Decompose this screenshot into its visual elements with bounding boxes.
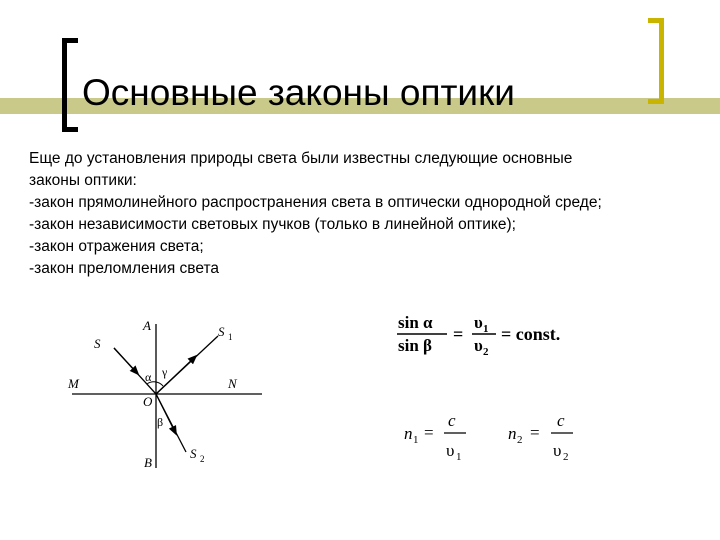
- label-s: S: [94, 336, 101, 351]
- sin-beta: sin β: [398, 336, 432, 355]
- n2-formula: [508, 411, 573, 463]
- label-beta: β: [157, 415, 164, 429]
- label-m: M: [68, 376, 79, 391]
- n1-v-sub: 1: [456, 451, 462, 463]
- incident-arrowhead: [114, 348, 138, 374]
- v1: υ: [474, 313, 483, 332]
- n1-v: υ: [446, 441, 455, 460]
- label-s2-sub: 2: [200, 454, 205, 464]
- label-alpha: α: [145, 370, 152, 384]
- label-o: O: [143, 394, 153, 409]
- n1-c: c: [448, 411, 456, 430]
- body-line: Еще до установления природы света были известны следующие основные: [29, 150, 573, 167]
- n1-equals: =: [424, 423, 434, 442]
- label-s2: S: [190, 446, 197, 461]
- label-s1: S: [218, 324, 225, 339]
- v2-sub: 2: [483, 346, 489, 358]
- body-line: -закон отражения света;: [29, 238, 204, 255]
- n1-formula: [404, 411, 466, 463]
- n1: n: [404, 424, 413, 443]
- n2-equals: =: [530, 423, 540, 442]
- v2: υ: [474, 336, 483, 355]
- n2-c: c: [557, 411, 565, 430]
- sin-alpha: sin α: [398, 313, 433, 332]
- label-a: A: [143, 318, 151, 333]
- body-line: законы оптики:: [29, 172, 137, 189]
- slide-title: Основные законы оптики: [82, 72, 515, 113]
- label-n: N: [228, 376, 237, 391]
- body-line: -закон преломления света: [29, 260, 219, 277]
- label-s1-sub: 1: [228, 332, 233, 342]
- body-line: -закон независимости световых пучков (только в линейной оптике);: [29, 216, 516, 233]
- n1-sub: 1: [413, 434, 419, 446]
- n2: n: [508, 424, 517, 443]
- body-line: -закон прямолинейного распространения света в оптически однородной среде;: [29, 194, 602, 211]
- n2-sub: 2: [517, 434, 523, 446]
- n2-v-sub: 2: [563, 451, 569, 463]
- v1-sub: 1: [483, 323, 489, 335]
- label-gamma: γ: [162, 365, 168, 379]
- const-term: = const.: [501, 324, 561, 344]
- label-b: B: [144, 455, 152, 470]
- n2-v: υ: [553, 441, 562, 460]
- equals-sign: =: [453, 324, 464, 344]
- snell-law-formula: [397, 313, 560, 358]
